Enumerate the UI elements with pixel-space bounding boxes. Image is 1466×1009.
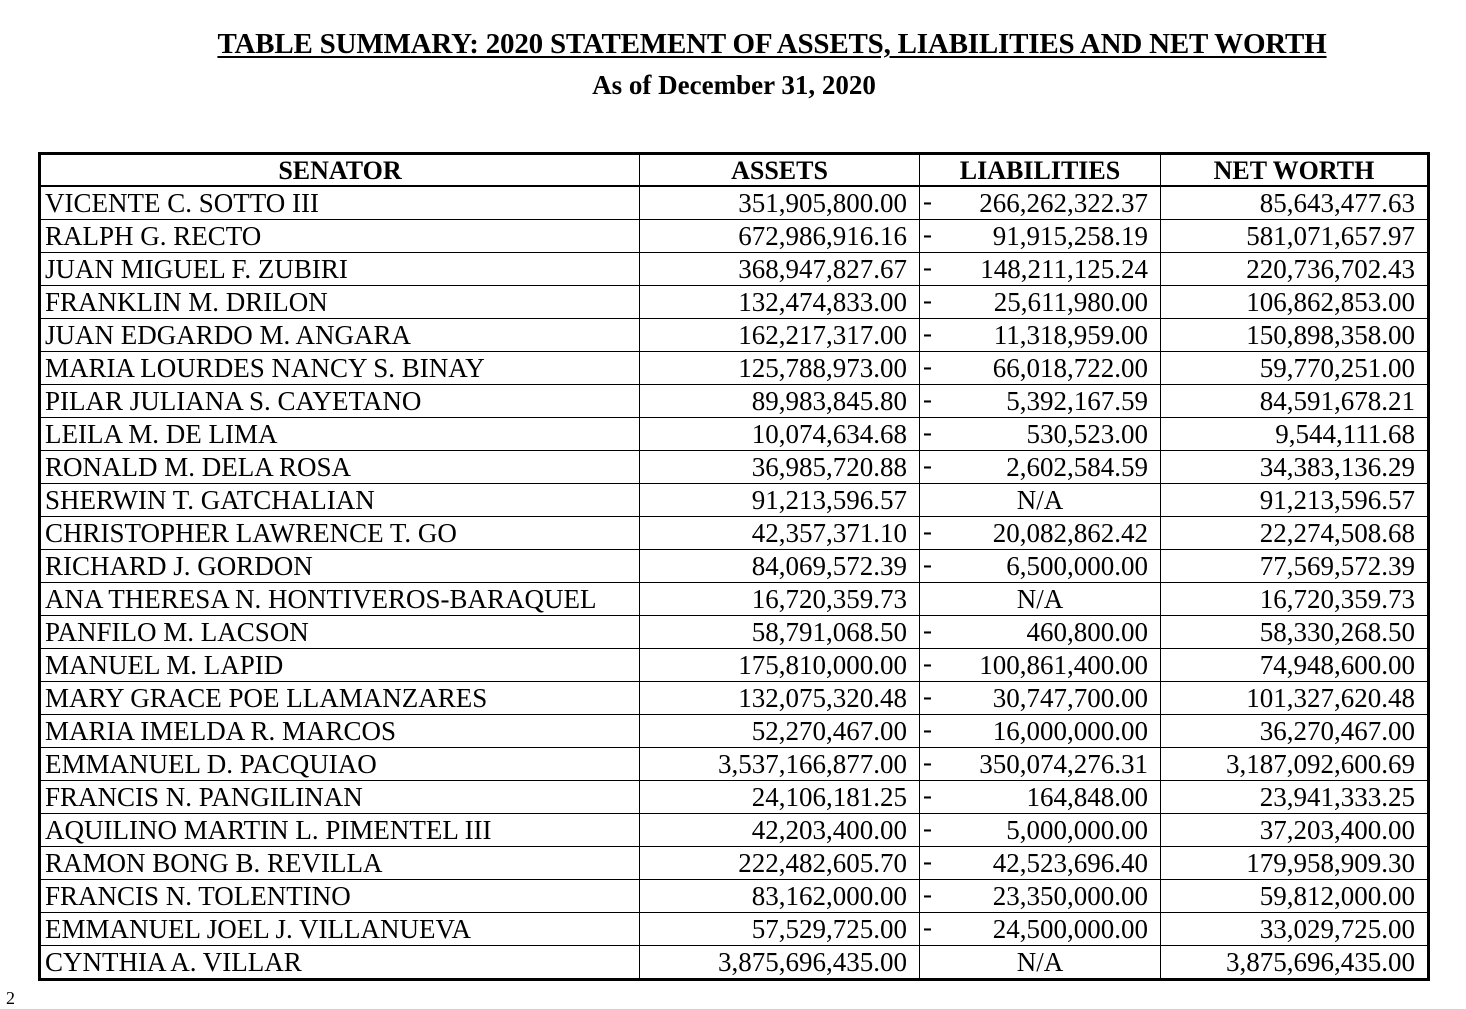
assets-cell: 351,905,800.00 — [640, 186, 920, 220]
net-worth-cell: 59,770,251.00 — [1161, 352, 1429, 385]
assets-cell: 175,810,000.00 — [640, 649, 920, 682]
senator-name-cell: EMMANUEL JOEL J. VILLANUEVA — [40, 913, 640, 946]
liabilities-cell — [920, 946, 1161, 980]
table-row — [40, 220, 1429, 253]
liabilities-value: 100,861,400.00 — [979, 650, 1148, 680]
liabilities-value: 91,915,258.19 — [992, 221, 1148, 251]
net-worth-cell: 36,270,467.00 — [1161, 715, 1429, 748]
senator-name-cell: JUAN MIGUEL F. ZUBIRI — [40, 253, 640, 286]
liabilities-value: 5,392,167.59 — [1006, 386, 1148, 416]
table-row — [40, 715, 1429, 748]
minus-sign: - — [923, 615, 932, 645]
minus-sign: - — [923, 846, 932, 876]
minus-sign: - — [923, 351, 932, 381]
liabilities-value: N/A — [1016, 485, 1064, 515]
liabilities-cell — [920, 781, 1161, 814]
assets-cell: 89,983,845.80 — [640, 385, 920, 418]
assets-cell: 368,947,827.67 — [640, 253, 920, 286]
net-worth-cell: 34,383,136.29 — [1161, 451, 1429, 484]
minus-sign: - — [923, 681, 932, 711]
table-row — [40, 946, 1429, 980]
liabilities-cell — [920, 253, 1161, 286]
saln-summary-table — [38, 152, 1430, 981]
column-header-net-worth: NET WORTH — [1161, 154, 1429, 187]
table-row — [40, 583, 1429, 616]
liabilities-cell — [920, 550, 1161, 583]
minus-sign: - — [923, 648, 932, 678]
table-row — [40, 616, 1429, 649]
liabilities-cell — [920, 880, 1161, 913]
minus-sign: - — [923, 747, 932, 777]
senator-name-cell: EMMANUEL D. PACQUIAO — [40, 748, 640, 781]
net-worth-cell: 91,213,596.57 — [1161, 484, 1429, 517]
minus-sign: - — [923, 318, 932, 348]
senator-name-cell: PANFILO M. LACSON — [40, 616, 640, 649]
liabilities-value: 6,500,000.00 — [1006, 551, 1148, 581]
table-row — [40, 385, 1429, 418]
table-row — [40, 352, 1429, 385]
net-worth-cell: 101,327,620.48 — [1161, 682, 1429, 715]
table-row — [40, 286, 1429, 319]
senator-name-cell: AQUILINO MARTIN L. PIMENTEL III — [40, 814, 640, 847]
liabilities-cell — [920, 220, 1161, 253]
assets-cell: 672,986,916.16 — [640, 220, 920, 253]
minus-sign: - — [923, 252, 932, 282]
assets-cell: 16,720,359.73 — [640, 583, 920, 616]
liabilities-value: 16,000,000.00 — [992, 716, 1148, 746]
table-row — [40, 913, 1429, 946]
net-worth-cell: 9,544,111.68 — [1161, 418, 1429, 451]
column-header-senator: SENATOR — [40, 154, 640, 187]
page-number: 2 — [6, 988, 15, 1008]
liabilities-cell — [920, 319, 1161, 352]
liabilities-value: 266,262,322.37 — [979, 188, 1148, 218]
minus-sign: - — [923, 516, 932, 546]
table-row — [40, 847, 1429, 880]
column-header-assets: ASSETS — [640, 154, 920, 187]
minus-sign: - — [923, 285, 932, 315]
liabilities-cell — [920, 715, 1161, 748]
minus-sign: - — [923, 219, 932, 249]
table-body — [40, 186, 1429, 980]
net-worth-cell: 74,948,600.00 — [1161, 649, 1429, 682]
assets-cell: 42,357,371.10 — [640, 517, 920, 550]
table-row — [40, 517, 1429, 550]
assets-cell: 91,213,596.57 — [640, 484, 920, 517]
assets-cell: 125,788,973.00 — [640, 352, 920, 385]
senator-name-cell: JUAN EDGARDO M. ANGARA — [40, 319, 640, 352]
table-row — [40, 814, 1429, 847]
table-row — [40, 418, 1429, 451]
senator-name-cell: PILAR JULIANA S. CAYETANO — [40, 385, 640, 418]
liabilities-cell — [920, 186, 1161, 220]
assets-cell: 57,529,725.00 — [640, 913, 920, 946]
senator-name-cell: MARIA LOURDES NANCY S. BINAY — [40, 352, 640, 385]
minus-sign: - — [923, 450, 932, 480]
table-row — [40, 649, 1429, 682]
table-row — [40, 781, 1429, 814]
liabilities-value: 164,848.00 — [1026, 782, 1148, 812]
net-worth-cell: 85,643,477.63 — [1161, 186, 1429, 220]
minus-sign: - — [923, 417, 932, 447]
net-worth-cell: 106,862,853.00 — [1161, 286, 1429, 319]
table-row — [40, 451, 1429, 484]
document-title: TABLE SUMMARY: 2020 STATEMENT OF ASSETS, LIABILITIES AND NET WORTH — [217, 28, 1327, 60]
net-worth-cell: 150,898,358.00 — [1161, 319, 1429, 352]
net-worth-cell: 59,812,000.00 — [1161, 880, 1429, 913]
senator-name-cell: MANUEL M. LAPID — [40, 649, 640, 682]
net-worth-cell: 84,591,678.21 — [1161, 385, 1429, 418]
liabilities-cell — [920, 583, 1161, 616]
net-worth-cell: 22,274,508.68 — [1161, 517, 1429, 550]
senator-name-cell: LEILA M. DE LIMA — [40, 418, 640, 451]
liabilities-cell — [920, 847, 1161, 880]
liabilities-value: 11,318,959.00 — [993, 320, 1148, 350]
liabilities-cell — [920, 748, 1161, 781]
liabilities-cell — [920, 913, 1161, 946]
liabilities-cell — [920, 418, 1161, 451]
liabilities-value: 5,000,000.00 — [1006, 815, 1148, 845]
minus-sign: - — [923, 780, 932, 810]
net-worth-cell: 33,029,725.00 — [1161, 913, 1429, 946]
liabilities-value: 30,747,700.00 — [992, 683, 1148, 713]
table-row — [40, 682, 1429, 715]
senator-name-cell: FRANCIS N. TOLENTINO — [40, 880, 640, 913]
net-worth-cell: 179,958,909.30 — [1161, 847, 1429, 880]
assets-cell: 132,474,833.00 — [640, 286, 920, 319]
liabilities-value: 2,602,584.59 — [1006, 452, 1148, 482]
liabilities-cell — [920, 517, 1161, 550]
table-row — [40, 484, 1429, 517]
liabilities-cell — [920, 352, 1161, 385]
assets-cell: 83,162,000.00 — [640, 880, 920, 913]
liabilities-value: 148,211,125.24 — [980, 254, 1148, 284]
assets-cell: 3,537,166,877.00 — [640, 748, 920, 781]
liabilities-cell — [920, 484, 1161, 517]
liabilities-value: 460,800.00 — [1026, 617, 1148, 647]
minus-sign: - — [923, 384, 932, 414]
net-worth-cell: 58,330,268.50 — [1161, 616, 1429, 649]
column-header-liabilities: LIABILITIES — [920, 154, 1161, 187]
liabilities-value: 350,074,276.31 — [979, 749, 1148, 779]
net-worth-cell: 77,569,572.39 — [1161, 550, 1429, 583]
assets-cell: 52,270,467.00 — [640, 715, 920, 748]
table-row — [40, 550, 1429, 583]
senator-name-cell: RONALD M. DELA ROSA — [40, 451, 640, 484]
liabilities-cell — [920, 814, 1161, 847]
assets-cell: 3,875,696,435.00 — [640, 946, 920, 980]
net-worth-cell: 220,736,702.43 — [1161, 253, 1429, 286]
assets-cell: 10,074,634.68 — [640, 418, 920, 451]
assets-cell: 222,482,605.70 — [640, 847, 920, 880]
senator-name-cell: RALPH G. RECTO — [40, 220, 640, 253]
net-worth-cell: 3,187,092,600.69 — [1161, 748, 1429, 781]
net-worth-cell: 581,071,657.97 — [1161, 220, 1429, 253]
liabilities-value: N/A — [1016, 584, 1064, 614]
net-worth-cell: 37,203,400.00 — [1161, 814, 1429, 847]
senator-name-cell: MARIA IMELDA R. MARCOS — [40, 715, 640, 748]
liabilities-cell — [920, 616, 1161, 649]
net-worth-cell: 16,720,359.73 — [1161, 583, 1429, 616]
table-row — [40, 186, 1429, 220]
minus-sign: - — [923, 912, 932, 942]
senator-name-cell: CHRISTOPHER LAWRENCE T. GO — [40, 517, 640, 550]
senator-name-cell: MARY GRACE POE LLAMANZARES — [40, 682, 640, 715]
minus-sign: - — [923, 549, 932, 579]
liabilities-cell — [920, 682, 1161, 715]
liabilities-value: 42,523,696.40 — [992, 848, 1148, 878]
senator-name-cell: RAMON BONG B. REVILLA — [40, 847, 640, 880]
liabilities-cell — [920, 286, 1161, 319]
senator-name-cell: FRANCIS N. PANGILINAN — [40, 781, 640, 814]
table-row — [40, 748, 1429, 781]
senator-name-cell: RICHARD J. GORDON — [40, 550, 640, 583]
net-worth-cell: 3,875,696,435.00 — [1161, 946, 1429, 980]
assets-cell: 132,075,320.48 — [640, 682, 920, 715]
table-row — [40, 880, 1429, 913]
liabilities-value: N/A — [1016, 947, 1064, 977]
minus-sign: - — [923, 186, 932, 216]
liabilities-value: 20,082,862.42 — [992, 518, 1148, 548]
minus-sign: - — [923, 879, 932, 909]
assets-cell: 58,791,068.50 — [640, 616, 920, 649]
net-worth-cell: 23,941,333.25 — [1161, 781, 1429, 814]
assets-cell: 42,203,400.00 — [640, 814, 920, 847]
liabilities-value: 530,523.00 — [1026, 419, 1148, 449]
table-row — [40, 319, 1429, 352]
minus-sign: - — [923, 714, 932, 744]
table-row — [40, 253, 1429, 286]
liabilities-cell — [920, 649, 1161, 682]
liabilities-value: 24,500,000.00 — [992, 914, 1148, 944]
table-header-row — [40, 154, 1429, 187]
liabilities-value: 23,350,000.00 — [992, 881, 1148, 911]
liabilities-value: 25,611,980.00 — [993, 287, 1148, 317]
senator-name-cell: SHERWIN T. GATCHALIAN — [40, 484, 640, 517]
senator-name-cell: ANA THERESA N. HONTIVEROS-BARAQUEL — [40, 583, 640, 616]
liabilities-value: 66,018,722.00 — [992, 353, 1148, 383]
senator-name-cell: FRANKLIN M. DRILON — [40, 286, 640, 319]
liabilities-cell — [920, 451, 1161, 484]
minus-sign: - — [923, 813, 932, 843]
assets-cell: 24,106,181.25 — [640, 781, 920, 814]
assets-cell: 162,217,317.00 — [640, 319, 920, 352]
assets-cell: 36,985,720.88 — [640, 451, 920, 484]
assets-cell: 84,069,572.39 — [640, 550, 920, 583]
senator-name-cell: CYNTHIA A. VILLAR — [40, 946, 640, 980]
senator-name-cell: VICENTE C. SOTTO III — [40, 186, 640, 220]
document-subtitle: As of December 31, 2020 — [592, 70, 876, 100]
liabilities-cell — [920, 385, 1161, 418]
